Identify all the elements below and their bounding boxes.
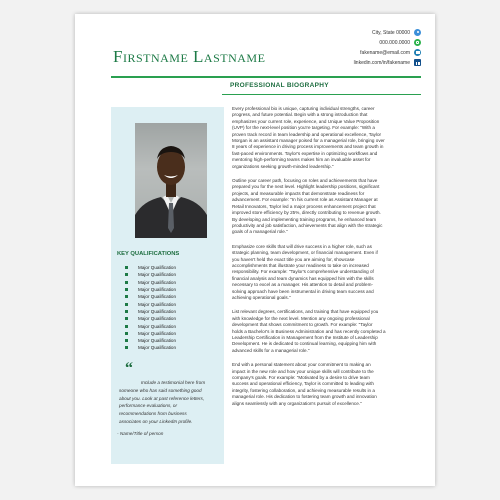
bio-line: List relevant degrees, certifications, and training that have equipped you bbox=[232, 309, 379, 315]
bio-line: advancement. For example: "In his current role as Assistant Manager at bbox=[232, 197, 378, 203]
bio-line: Development. He is dedicated to continual learning, equipping him with bbox=[232, 341, 377, 347]
bio-line: proven track record in team leadership and operational excellence, Taylor bbox=[232, 131, 382, 137]
list-item bbox=[125, 315, 176, 322]
testimonial-line: about you. Look at past reference letters, bbox=[119, 395, 205, 401]
bullet-icon bbox=[125, 273, 128, 276]
bio-line: mentoring high-performing teams makes him an invaluable asset for bbox=[232, 157, 371, 163]
bio-line: solving approach have been instrumental in driving team success and bbox=[232, 288, 374, 294]
bullet-icon bbox=[125, 332, 128, 335]
bullet-icon bbox=[125, 266, 128, 269]
list-item bbox=[125, 286, 176, 293]
email-icon bbox=[414, 49, 421, 56]
qualification-text: Major Qualification bbox=[138, 287, 177, 293]
bio-line: projects, and measurable impacts that demonstrate readiness for bbox=[232, 190, 365, 196]
linkedin-icon bbox=[414, 59, 421, 66]
bio-paragraph bbox=[232, 309, 426, 354]
list-item bbox=[125, 308, 176, 315]
list-item bbox=[125, 330, 176, 337]
list-item bbox=[125, 279, 176, 286]
bio-line: with knowledge for the next level. Mention any ongoing professional bbox=[232, 315, 370, 321]
bio-line: Outline your career path, focusing on roles and achievements that have bbox=[232, 178, 378, 184]
contact-location bbox=[354, 28, 421, 38]
qualification-text: Major Qualification bbox=[138, 338, 177, 344]
contact-linkedin bbox=[354, 58, 421, 68]
bullet-icon bbox=[125, 310, 128, 313]
bio-line: necessary to excel as a manager. His attention to detail and problem- bbox=[232, 282, 373, 288]
bio-line: accomplishments that illustrate your readiness to take on increased bbox=[232, 262, 369, 268]
bio-line: managerial role. His dedication to fostering team growth and innovation bbox=[232, 394, 377, 400]
bio-line: aligns seamlessly with any organization's pursuit of excellence." bbox=[232, 400, 362, 406]
bio-paragraph bbox=[232, 362, 426, 407]
location-pin-icon bbox=[414, 29, 421, 36]
bio-line: development that shows commitment to growth. For example: "Taylor bbox=[232, 322, 373, 328]
biography-body bbox=[232, 106, 426, 415]
list-item bbox=[125, 264, 176, 271]
contact-phone bbox=[354, 38, 421, 48]
quote-icon: “ bbox=[125, 360, 133, 377]
bio-line: By developing and implementing training programs, he enhanced team bbox=[232, 216, 377, 222]
bullet-icon bbox=[125, 317, 128, 320]
bullet-icon bbox=[125, 303, 128, 306]
bio-line: Leadership Certification in Management from the Institute of Leadership bbox=[232, 335, 378, 340]
bio-line: you haven't held the exact title you are aiming for, showcase bbox=[232, 256, 355, 262]
bio-line: goals of a managerial role." bbox=[232, 229, 288, 235]
profile-photo-illustration bbox=[135, 123, 207, 238]
phone-icon bbox=[414, 39, 421, 46]
bio-line: (UVP) for the next-level position you're targeting. For example: "With a bbox=[232, 125, 375, 131]
bio-line: impact in the new role and how your unique skills will contribute to the bbox=[232, 368, 374, 374]
qualification-text: Major Qualification bbox=[138, 330, 177, 336]
bio-line: fast-paced environments. Taylor's expertise in optimizing workflows and bbox=[232, 150, 378, 156]
bio-line: advanced skills for a managerial role." bbox=[232, 347, 310, 353]
bio-line: strategic planning, team development, or financial management. Even if bbox=[232, 250, 378, 256]
bio-line: responsibility. For example: "Taylor's comprehensive understanding of bbox=[232, 269, 374, 275]
bio-line: integrity, fostering collaboration, and achieving measurable results in a bbox=[232, 387, 375, 393]
qualification-text: Major Qualification bbox=[138, 316, 177, 322]
qualification-text: Major Qualification bbox=[138, 323, 177, 329]
profile-photo bbox=[135, 123, 207, 238]
testimonial-line: someone who has said something good bbox=[119, 387, 202, 393]
list-item bbox=[125, 322, 176, 329]
candidate-name: Firstname Lastname bbox=[113, 47, 266, 66]
bio-line: 8 years of experience in driving process improvements and team growth in bbox=[232, 144, 384, 150]
bullet-icon bbox=[125, 346, 128, 349]
qualification-text: Major Qualification bbox=[138, 294, 177, 300]
bio-line: Emphasize core skills that will drive success in a higher role, such as bbox=[232, 243, 372, 249]
section-title: PROFESSIONAL BIOGRAPHY bbox=[230, 82, 329, 89]
bio-line: emphasizes your current role, experience, and Unique Value Proposition bbox=[232, 118, 380, 124]
list-item bbox=[125, 293, 176, 300]
qualification-text: Major Qualification bbox=[138, 301, 177, 307]
bio-line: success and operational efficiency, Taylor is committed to leading with bbox=[232, 381, 374, 387]
testimonial-line: associates on your LinkedIn profile. bbox=[119, 418, 193, 424]
bio-line: improved store efficiency by 25%, directly contributing to revenue growth. bbox=[232, 210, 381, 216]
list-item bbox=[125, 344, 176, 351]
list-item bbox=[125, 337, 176, 344]
bullet-icon bbox=[125, 325, 128, 328]
bullet-icon bbox=[125, 339, 128, 342]
qualification-text: Major Qualification bbox=[138, 265, 177, 271]
qualification-text: Major Qualification bbox=[138, 279, 177, 285]
bio-paragraph bbox=[232, 178, 426, 236]
bullet-icon bbox=[125, 288, 128, 291]
bio-line: financial analysis and team dynamics has equipped him with the skills bbox=[232, 275, 374, 281]
qualification-text: Major Qualification bbox=[138, 272, 177, 278]
resume-page bbox=[75, 14, 435, 486]
bio-line: Morgan is an assistant manager poised for a managerial role, bringing over bbox=[232, 138, 385, 144]
key-qualifications-list bbox=[125, 264, 176, 352]
bullet-icon bbox=[125, 281, 128, 284]
bio-paragraph bbox=[232, 106, 426, 170]
bio-line: company's goals. For example: "Motivated by a desire to drive team bbox=[232, 375, 370, 381]
sidebar bbox=[111, 107, 224, 464]
linkedin-text: linkedin.com/in/fakename bbox=[353, 59, 410, 66]
qualification-text: Major Qualification bbox=[138, 308, 177, 314]
testimonial-line: performance evaluations, or bbox=[119, 403, 178, 409]
list-item bbox=[125, 300, 176, 307]
bio-line: productivity and job satisfaction, achievements that align with the strategic bbox=[232, 222, 383, 228]
phone-text: 000.000.0000 bbox=[379, 39, 410, 46]
contact-block bbox=[354, 28, 421, 68]
bio-line: organizations seeking growth-minded leadership." bbox=[232, 163, 334, 169]
bio-paragraph bbox=[232, 244, 426, 302]
section-divider bbox=[222, 94, 421, 95]
location-text: City, State 00000 bbox=[372, 29, 410, 36]
bio-line: achieving operational goals." bbox=[232, 294, 291, 300]
testimonial-line: Include a testimonial here from bbox=[141, 380, 206, 385]
testimonial-attribution: - Name/Title of person bbox=[117, 431, 164, 436]
bio-line: End with a personal statement about your commitment to making an bbox=[232, 362, 371, 368]
qualification-text: Major Qualification bbox=[138, 345, 177, 351]
bullet-icon bbox=[125, 295, 128, 298]
bio-line: prepared you for the next level. Highlight leadership positions, significant bbox=[232, 184, 380, 190]
email-text: fakename@email.com bbox=[360, 49, 410, 56]
contact-email bbox=[354, 48, 421, 58]
bio-line: holds a Bachelor's in Business Administration and has recently completed a bbox=[232, 328, 386, 334]
testimonial bbox=[119, 379, 217, 426]
bio-line: progress, and future potential. Begin with a strong introduction that bbox=[232, 112, 368, 118]
bio-line: Every professional bio is unique, capturing individual strengths, career bbox=[232, 106, 375, 111]
list-item bbox=[125, 271, 176, 278]
header-divider bbox=[111, 76, 421, 78]
key-qualifications-title: KEY QUALIFICATIONS bbox=[117, 251, 180, 257]
bio-line: Retail Innovators, Taylor led a major process enhancement project that bbox=[232, 203, 376, 209]
testimonial-line: recommendations from business bbox=[119, 411, 187, 417]
